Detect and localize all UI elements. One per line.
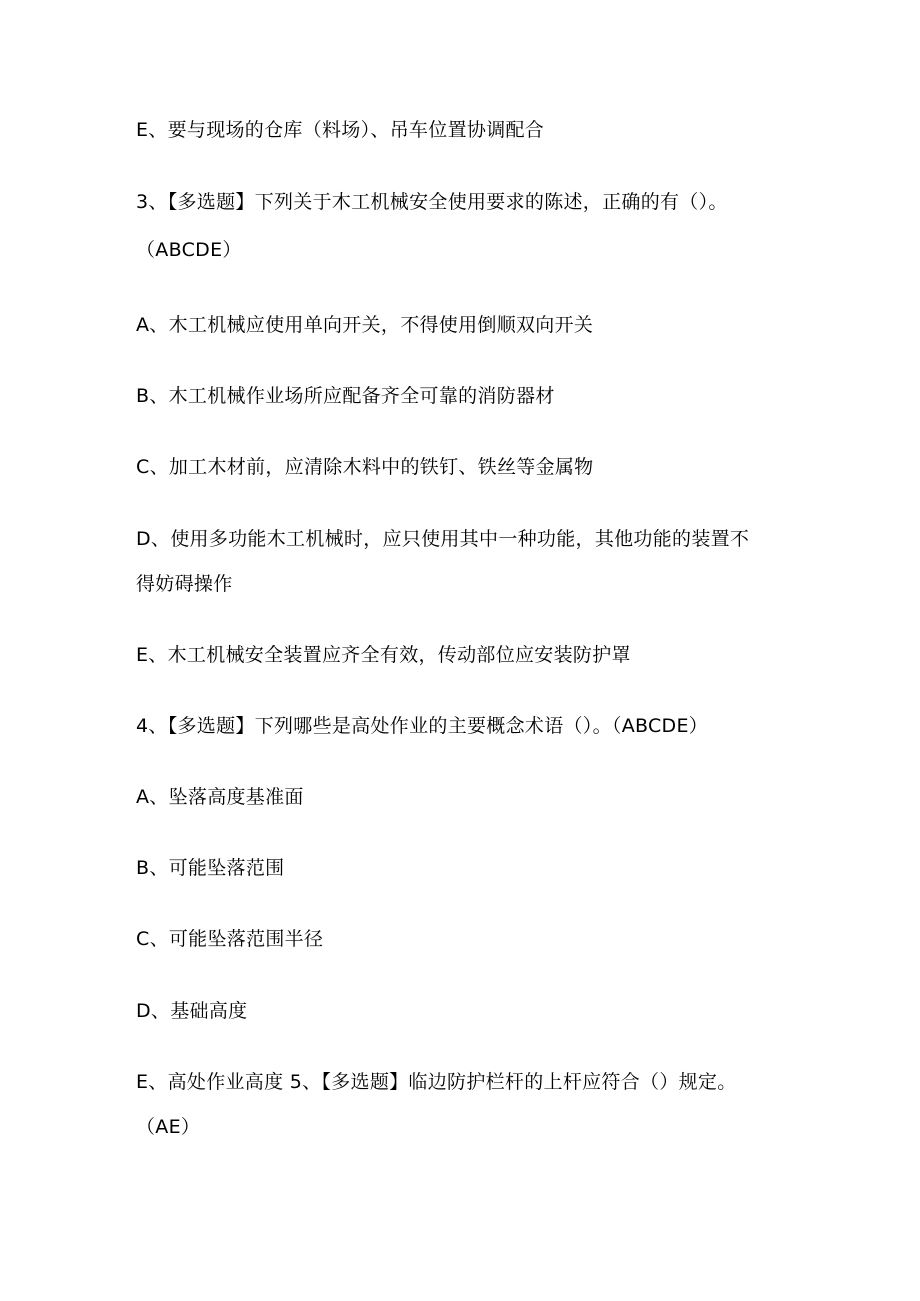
- option-b-q4: B、可能坠落范围: [136, 857, 285, 879]
- question-4: 4、【多选题】下列哪些是高处作业的主要概念术语（）。（ABCDE）: [136, 715, 709, 737]
- option-d-q3-continued: 得妨碍操作: [136, 573, 233, 595]
- option-a-q4: A、坠落高度基准面: [136, 786, 304, 808]
- option-e-q2: E、要与现场的仓库（料场）、吊车位置协调配合: [136, 119, 545, 141]
- option-d-q4: D、基础高度: [136, 1000, 248, 1022]
- option-d-q3: D、使用多功能木工机械时，应只使用其中一种功能，其他功能的装置不: [136, 528, 750, 550]
- question-3-answer: （ABCDE）: [136, 239, 242, 261]
- option-c-q4: C、可能坠落范围半径: [136, 928, 324, 950]
- option-e-q4-and-question-5: E、高处作业高度 5、【多选题】临边防护栏杆的上杆应符合（）规定。: [136, 1071, 737, 1093]
- option-b-q3: B、木工机械作业场所应配备齐全可靠的消防器材: [136, 385, 555, 407]
- option-c-q3: C、加工木材前，应清除木料中的铁钉、铁丝等金属物: [136, 456, 594, 478]
- question-5-answer: （AE）: [136, 1116, 201, 1138]
- option-e-q3: E、木工机械安全装置应齐全有效，传动部位应安装防护罩: [136, 644, 631, 666]
- option-a-q3: A、木工机械应使用单向开关，不得使用倒顺双向开关: [136, 314, 594, 336]
- question-3: 3、【多选题】下列关于木工机械安全使用要求的陈述，正确的有（）。: [136, 191, 728, 213]
